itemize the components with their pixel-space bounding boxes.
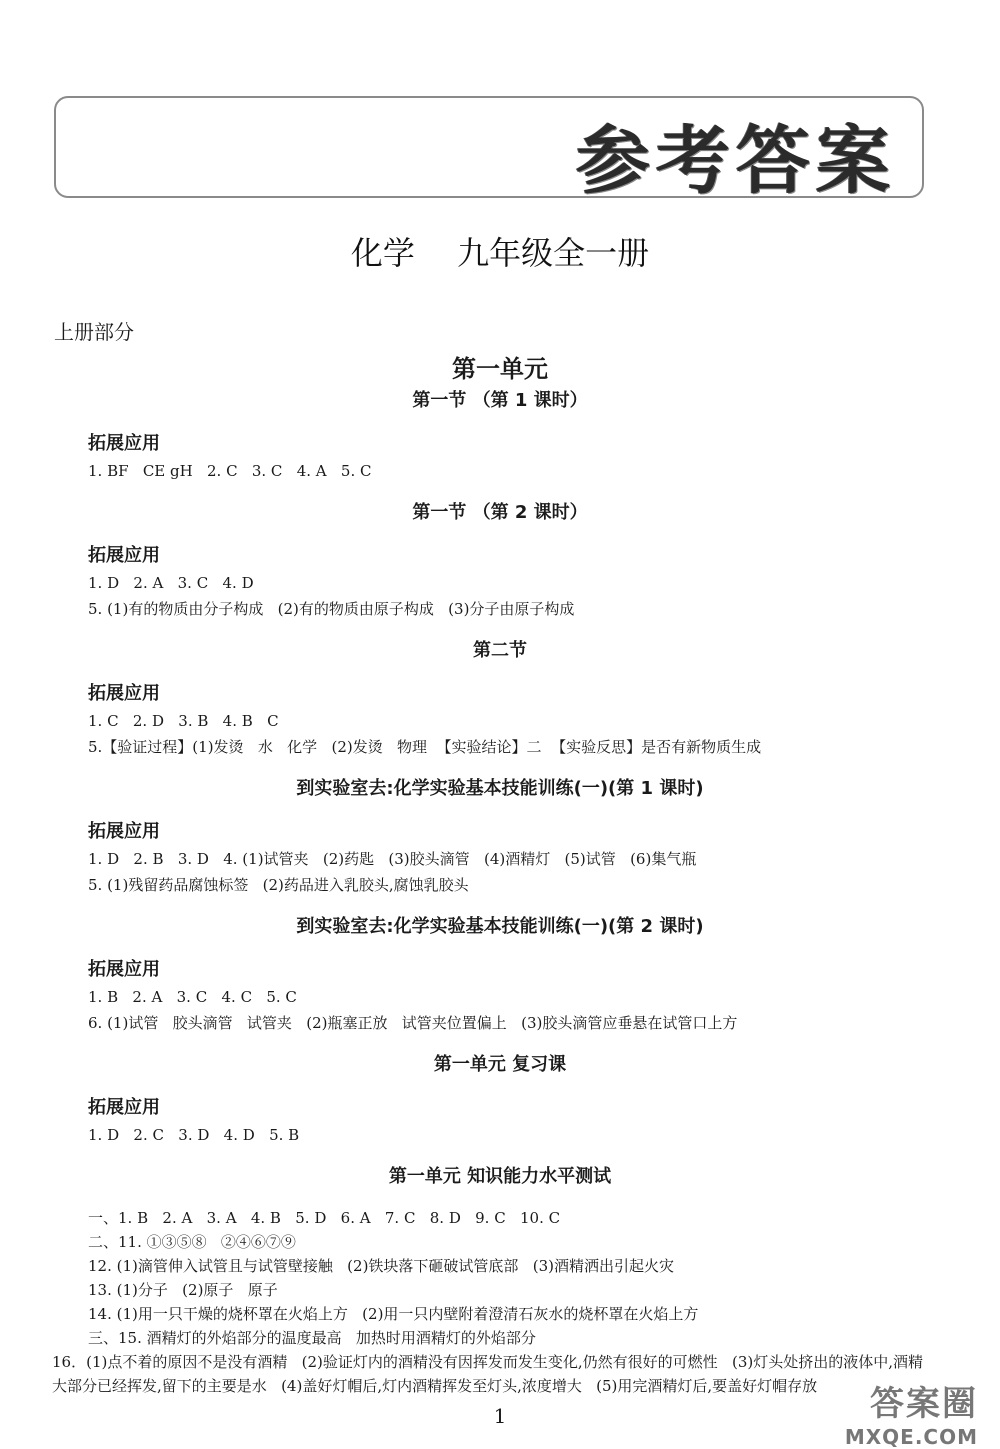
section-block [0, 1206, 1000, 1398]
extension-label: 拓展应用 [88, 545, 160, 566]
answer-line: 1. D 2. B 3. D 4. (1)试管夹 (2)药匙 (3)胶头滴管 (4)酒精灯 (5)试管 (6)集气瓶 [88, 850, 697, 868]
section-title: 到实验室去:化学实验基本技能训练(一)(第 1 课时) [296, 778, 704, 799]
answer-line: 1. D 2. A 3. C 4. D [88, 574, 254, 592]
answer-line: 二、11. ①③⑤⑧ ②④⑥⑦⑨ [88, 1233, 296, 1251]
banner-title: 参考答案 [576, 118, 896, 204]
answer-paragraph: 16．(1)点不着的原因不是没有酒精 (2)验证灯内的酒精没有因挥发而发生变化,仍然有很好的可燃性 (3)灯头处挤出的液体中,酒精大部分已经挥发,留下的主要是水 (4)盖好灯帽后,灯内酒精挥发至灯头,浓度增大 (5)用完酒精灯后,要盖好灯帽存放 [52, 1353, 923, 1395]
title-banner [54, 96, 924, 204]
extension-label: 拓展应用 [88, 1097, 160, 1118]
page-number: 1 [493, 1404, 507, 1428]
answer-line: 14. (1)用一只干燥的烧杯罩在火焰上方 (2)用一只内壁附着澄清石灰水的烧杯罩在火焰上方 [88, 1305, 699, 1323]
extension-label: 拓展应用 [88, 433, 160, 454]
section-block [0, 956, 1000, 1036]
subject-heading [0, 228, 1000, 274]
section-title: 第一单元 知识能力水平测试 [388, 1166, 612, 1187]
part-label: 上册部分 [54, 320, 134, 344]
unit-title: 第一单元 [452, 355, 548, 383]
section-block [0, 430, 1000, 484]
answer-line: 6. (1)试管 胶头滴管 试管夹 (2)瓶塞正放 试管夹位置偏上 (3)胶头滴管应垂悬在试管口上方 [88, 1014, 738, 1032]
section-title: 第一单元 复习课 [433, 1054, 567, 1075]
section-block [0, 542, 1000, 622]
extension-label: 拓展应用 [88, 683, 160, 704]
answer-line: 一、1. B 2. A 3. A 4. B 5. D 6. A 7. C 8. D 9. C 10. C [88, 1209, 561, 1227]
answer-line: 13. (1)分子 (2)原子 原子 [88, 1281, 278, 1299]
answer-line: 12. (1)滴管伸入试管且与试管壁接触 (2)铁块落下砸破试管底部 (3)酒精洒出引起火灾 [88, 1257, 674, 1275]
section-block [0, 818, 1000, 898]
section-title: 第一节 （第 2 课时） [412, 502, 588, 523]
subject-grade: 九年级全一册 [457, 234, 650, 272]
section-block [0, 680, 1000, 760]
answer-line: 5. (1)有的物质由分子构成 (2)有的物质由原子构成 (3)分子由原子构成 [88, 600, 575, 618]
watermark-url: MXQE.COM [844, 1425, 978, 1449]
section-block [0, 1094, 1000, 1148]
answer-line: 1. B 2. A 3. C 4. C 5. C [88, 988, 297, 1006]
answer-line: 三、15. 酒精灯的外焰部分的温度最高 加热时用酒精灯的外焰部分 [88, 1329, 536, 1347]
extension-label: 拓展应用 [88, 821, 160, 842]
section-title: 第二节 [473, 640, 527, 661]
section-title: 到实验室去:化学实验基本技能训练(一)(第 2 课时) [296, 916, 704, 937]
answer-line: 1. D 2. C 3. D 4. D 5. B [88, 1126, 300, 1144]
watermark [845, 1376, 978, 1449]
answer-line: 1. BF CE gH 2. C 3. C 4. A 5. C [88, 462, 372, 480]
answer-content [0, 352, 1000, 1412]
section-title: 第一节 （第 1 课时） [412, 390, 588, 411]
answer-line: 1. C 2. D 3. B 4. B C [88, 712, 279, 730]
subject-name: 化学 [350, 234, 415, 272]
answer-line: 5. (1)残留药品腐蚀标签 (2)药品进入乳胶头,腐蚀乳胶头 [88, 876, 469, 894]
answer-line: 5.【验证过程】(1)发烫 水 化学 (2)发烫 物理 【实验结论】二 【实验反思】是否有新物质生成 [88, 738, 762, 756]
extension-label: 拓展应用 [88, 959, 160, 980]
watermark-text: 答案圈 [870, 1384, 978, 1424]
